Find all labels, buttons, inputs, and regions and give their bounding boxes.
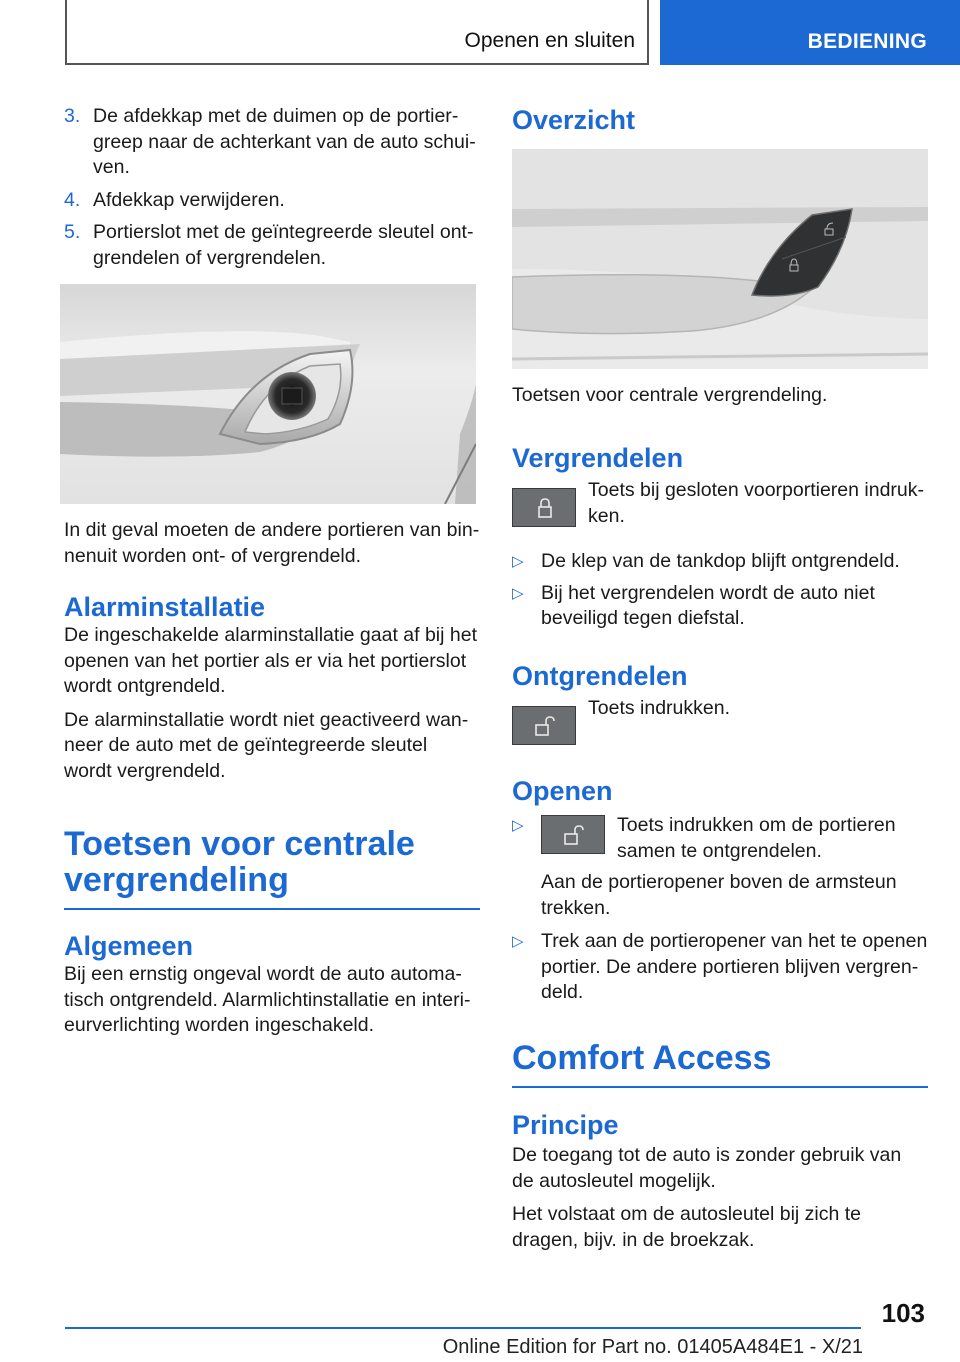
open-instruction xyxy=(541,813,928,864)
step-number: 3. xyxy=(64,105,81,127)
alarm-paragraph-1: De ingeschakelde alarminstallatie gaat af bij het openen van het portier als er via het portierslot wordt ontgrendeld. xyxy=(64,624,477,697)
bullet-arrow-icon: ▷ xyxy=(512,553,524,570)
lock-instruction xyxy=(512,478,928,529)
image-caption: In dit geval moeten de andere portieren van binnenuit worden ont- of vergrendeld. xyxy=(64,519,480,567)
step-item xyxy=(64,104,480,181)
overview-heading: Overzicht xyxy=(512,105,636,135)
bullet-arrow-icon: ▷ xyxy=(512,933,524,950)
open-bullet xyxy=(512,813,928,921)
principle-heading: Principe xyxy=(512,1110,619,1140)
open-bullet-text: Toets indrukken om de portieren samen te ontgrendelen. xyxy=(617,814,896,862)
footer-divider xyxy=(65,1327,861,1329)
general-section xyxy=(64,930,480,1047)
principle-paragraph-1: De toegang tot de auto is zonder gebruik van de autosleutel mogelijk. xyxy=(512,1144,902,1192)
header-section-title: Openen en sluiten xyxy=(464,29,635,52)
alarm-section xyxy=(64,591,480,792)
unlock-heading: Ontgrendelen xyxy=(512,661,688,691)
lock-bullet xyxy=(512,581,928,632)
overview-caption: Toetsen voor centrale vergrendeling. xyxy=(512,384,828,406)
lock-heading: Vergrendelen xyxy=(512,443,684,473)
lock-bullet-text: De klep van de tankdop blijft ontgrendeld. xyxy=(541,550,900,572)
alarm-paragraph-2: De alarminstallatie wordt niet geactiveerd wanneer de auto met de geïntegreerde sleutel wordt vergrendeld. xyxy=(64,708,469,782)
general-heading: Algemeen xyxy=(64,931,194,961)
footer-edition: Online Edition for Part no. 01405A484E1 - X/21 xyxy=(442,1336,863,1358)
header-chapter-title: BEDIENING xyxy=(807,30,927,53)
lock-bullet-text: Bij het vergrendelen wordt de auto niet beveiligd tegen diefstal. xyxy=(541,581,875,629)
lock-bullet xyxy=(512,549,928,575)
right-column xyxy=(512,104,928,1251)
lock-section xyxy=(512,442,928,638)
step-number: 4. xyxy=(64,188,81,211)
door-lock-cylinder-photo xyxy=(60,284,476,504)
unlock-icon xyxy=(512,706,576,745)
lock-icon xyxy=(512,488,576,527)
step-text: De afdekkap met de duimen op de portiergreep naar de achterkant van de auto schuiven. xyxy=(93,105,476,178)
central-locking-buttons-photo xyxy=(512,149,928,369)
lock-text: Toets bij gesloten voorportieren indrukken. xyxy=(588,479,925,527)
step-number: 5. xyxy=(64,221,81,243)
bullet-arrow-icon: ▷ xyxy=(512,817,524,834)
unlock-icon xyxy=(541,815,605,854)
open-bullet-text: Trek aan de portieropener van het te openen portier. De andere portieren blijven vergrendeld. xyxy=(541,930,928,1003)
left-column xyxy=(64,104,480,1036)
door-buttons-illustration xyxy=(512,149,928,369)
step-item xyxy=(64,188,480,214)
step-text: Afdekkap verwijderen. xyxy=(93,188,285,211)
header-chapter-tab xyxy=(660,0,960,65)
open-bullet-extra: Aan de portieropener boven de armsteun trekken. xyxy=(541,871,897,919)
principle-section xyxy=(512,1109,928,1261)
unlock-text: Toets indrukken. xyxy=(588,697,730,719)
section-title-central-locking: Toetsen voor centrale vergrendeling xyxy=(64,826,480,910)
numbered-steps xyxy=(64,104,480,271)
step-text: Portierslot met de geïntegreerde sleutel ontgrendelen of vergrendelen. xyxy=(93,221,474,269)
header-section-tab xyxy=(65,0,649,65)
open-bullet xyxy=(512,929,928,1006)
open-section xyxy=(512,775,928,1012)
unlock-instruction xyxy=(512,696,928,738)
unlock-section xyxy=(512,660,928,738)
principle-paragraph-2: Het volstaat om de autosleutel bij zich te dragen, bijv. in de broekzak. xyxy=(512,1203,862,1251)
door-handle-illustration xyxy=(60,284,476,504)
open-heading: Openen xyxy=(512,776,613,806)
section-title-comfort-access: Comfort Access xyxy=(512,1040,928,1088)
bullet-arrow-icon: ▷ xyxy=(512,584,524,602)
step-item xyxy=(64,220,480,271)
alarm-heading: Alarminstallatie xyxy=(64,592,266,622)
general-paragraph: Bij een ernstig ongeval wordt de auto automatisch ontgrendeld. Alarmlichtinstallatie en interieurverlichting worden ingeschakeld. xyxy=(64,963,471,1036)
page-number: 103 xyxy=(881,1298,925,1328)
